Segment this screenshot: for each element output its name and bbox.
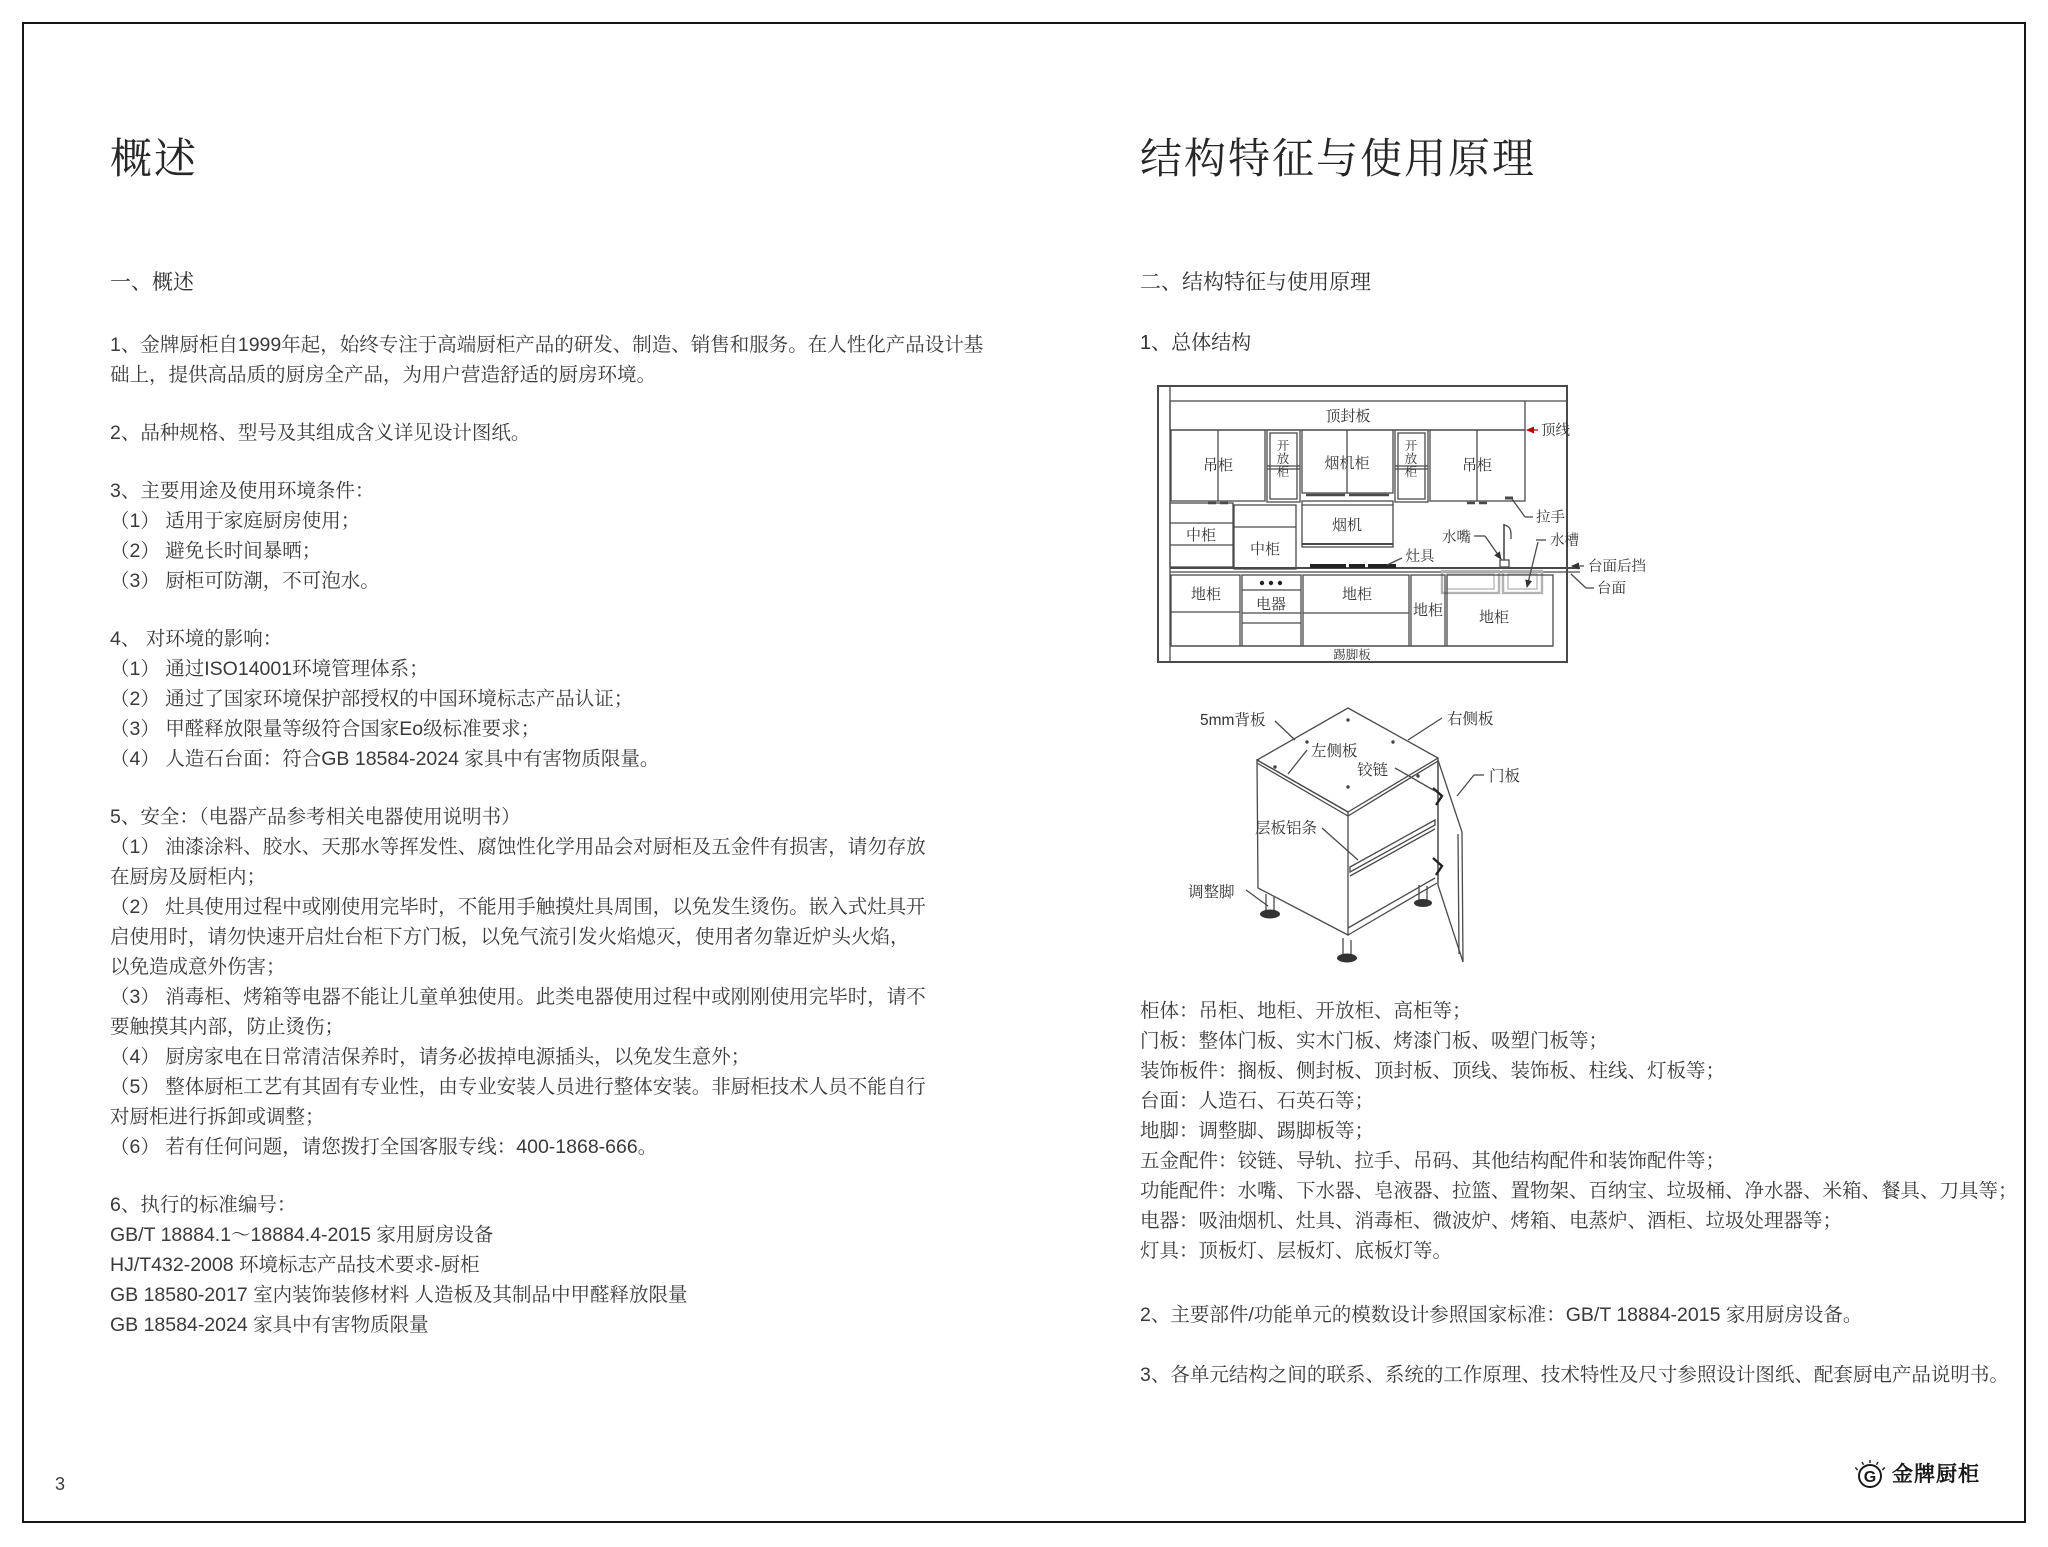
text-line: （4） 人造石台面：符合GB 18584-2024 家具中有害物质限量。 [110,748,660,770]
text-line: 2、品种规格、型号及其组成含义详见设计图纸。 [110,422,531,444]
component-list-line: 装饰板件：搁板、侧封板、顶封板、顶线、装饰板、柱线、灯板等； [1140,1060,1726,1082]
label-shelf-alu-strip: 层板铝条 [1255,820,1318,837]
label-hinge: 铰链 [1357,762,1389,779]
base-cabinet-structure-diagram [1150,692,1670,992]
label-open-cabinet-2: 开放柜 [1404,439,1418,479]
label-back-panel: 5mm背板 [1200,712,1266,729]
text-line: （3） 消毒柜、烤箱等电器不能让儿童单独使用。此类电器使用过程中或刚刚使用完毕时，请不 [110,986,926,1008]
text-line: （1） 通过ISO14001环境管理体系； [110,658,429,680]
text-line: GB 18584-2024 家具中有害物质限量 [110,1314,429,1336]
text-line: 1、金牌厨柜自1999年起，始终专注于高端厨柜产品的研发、制造、销售和服务。在人性化产品设计基 [110,334,984,356]
right-para-2: 2、主要部件/功能单元的模数设计参照国家标准：GB/T 18884-2015 家用厨房设备。 [1140,1304,1863,1326]
right-sub-heading: 1、总体结构 [1140,332,1252,354]
text-line: 6、执行的标准编号： [110,1194,297,1216]
text-line: （4） 厨房家电在日常清洁保养时，请务必拔掉电源插头，以免发生意外； [110,1046,751,1068]
text-line: （5） 整体厨柜工艺有其固有专业性，由专业安装人员进行整体安装。非厨柜技术人员不能自行 [110,1076,926,1098]
label-cooktop: 灶具 [1405,549,1435,565]
left-section-heading: 一、概述 [110,271,194,294]
label-top-line: 顶线 [1541,423,1570,439]
label-hood: 烟机 [1331,517,1363,534]
label-base-cabinet-1: 地柜 [1190,586,1222,603]
component-list-line: 电器：吸油烟机、灶具、消毒柜、微波炉、烤箱、电蒸炉、酒柜、垃圾处理器等； [1140,1210,1843,1232]
label-top-seal-board: 顶封板 [1325,408,1371,425]
right-section-heading: 二、结构特征与使用原理 [1140,271,1371,294]
text-line: 要触摸其内部，防止烫伤； [110,1016,345,1038]
label-base-cabinet-2: 地柜 [1341,586,1373,603]
text-line: 5、安全：（电器产品参考相关电器使用说明书） [110,806,521,828]
component-list-line: 柜体：吊柜、地柜、开放柜、高柜等； [1140,1000,1472,1022]
paragraph-block [110,1190,1010,1340]
paragraph-block [110,476,1010,596]
label-handle: 拉手 [1536,510,1565,526]
right-page-title: 结构特征与使用原理 [1140,135,1537,183]
label-base-cabinet-4: 地柜 [1478,609,1510,626]
label-kick-board: 踢脚板 [1333,648,1371,662]
label-adjustable-foot: 调整脚 [1188,884,1235,901]
text-line: 4、 对环境的影响： [110,628,283,650]
brand-logo-text: 金牌厨柜 [1892,1463,1980,1486]
text-line: 启使用时，请勿快速开启灶台柜下方门板，以免气流引发火焰熄灭，使用者勿靠近炉头火焰， [110,926,910,948]
label-hood-cabinet: 烟机柜 [1324,455,1370,472]
text-line: （1） 油漆涂料、胶水、天那水等挥发性、腐蚀性化学用品会对厨柜及五金件有损害，请勿存放 [110,836,926,858]
left-page-title: 概述 [110,135,199,183]
label-mid-cabinet-2: 中柜 [1249,541,1281,558]
text-line: GB 18580-2017 室内装饰装修材料 人造板及其制品中甲醛释放限量 [110,1284,688,1306]
label-sink: 水槽 [1550,533,1579,549]
paragraph-block [110,802,1010,1162]
label-appliance: 电器 [1255,596,1287,613]
component-list-line: 台面：人造石、石英石等； [1140,1090,1375,1112]
label-faucet: 水嘴 [1442,530,1471,546]
text-line: 在厨房及厨柜内； [110,866,267,888]
text-line: HJ/T432-2008 环境标志产品技术要求-厨柜 [110,1254,480,1276]
component-list [1140,996,2040,1266]
label-wall-cabinet-right: 吊柜 [1461,457,1493,474]
paragraph-block [110,330,1010,390]
component-list-line: 灯具：顶板灯、层板灯、底板灯等。 [1140,1240,1453,1262]
text-line: （1） 适用于家庭厨房使用； [110,510,361,532]
text-line: （2） 避免长时间暴晒； [110,540,322,562]
text-line: （6） 若有任何问题，请您拨打全国客服专线：400-1868-666。 [110,1136,658,1158]
brand-logo-letter: G [1863,1469,1877,1486]
label-countertop: 台面 [1597,581,1626,597]
text-line: GB/T 18884.1～18884.4-2015 家用厨房设备 [110,1224,494,1246]
right-para-3: 3、各单元结构之间的联系、系统的工作原理、技术特性及尺寸参照设计图纸、配套厨电产品说明书。 [1140,1364,2009,1386]
text-line: 础上，提供高品质的厨房全产品，为用户营造舒适的厨房环境。 [110,364,657,386]
text-line: （3） 厨柜可防潮，不可泡水。 [110,570,380,592]
brand-logo [1854,1455,1980,1491]
text-line: （3） 甲醛释放限量等级符合国家Eo级标准要求； [110,718,541,740]
paragraph-block [110,418,1010,448]
component-list-line: 功能配件：水嘴、下水器、皂液器、拉篮、置物架、百纳宝、垃圾桶、净水器、米箱、餐具、刀具等； [1140,1180,2018,1202]
label-counter-backsplash: 台面后挡 [1588,559,1646,575]
component-list-line: 五金配件：铰链、导轨、拉手、吊码、其他结构配件和装饰配件等； [1140,1150,1726,1172]
label-right-side-panel: 右侧板 [1447,711,1494,728]
text-line: （2） 通过了国家环境保护部授权的中国环境标志产品认证； [110,688,634,710]
page-number: 3 [55,1474,66,1494]
text-line: 对厨柜进行拆卸或调整； [110,1106,325,1128]
label-left-side-panel: 左侧板 [1311,743,1358,760]
text-line: 以免造成意外伤害； [110,956,286,978]
left-text-blocks [110,330,1010,1368]
label-open-cabinet-1: 开放柜 [1276,439,1290,479]
label-wall-cabinet-left: 吊柜 [1202,457,1234,474]
text-line: 3、主要用途及使用环境条件： [110,480,375,502]
brand-logo-icon [1854,1455,1886,1491]
label-door-panel: 门板 [1489,768,1521,785]
text-line: （2） 灶具使用过程中或刚使用完毕时，不能用手触摸灶具周围，以免发生烫伤。嵌入式灶具开 [110,896,926,918]
component-list-line: 地脚：调整脚、踢脚板等； [1140,1120,1375,1142]
label-mid-cabinet-1: 中柜 [1185,527,1217,544]
label-base-cabinet-3: 地柜 [1412,602,1444,619]
paragraph-block [110,624,1010,774]
component-list-line: 门板：整体门板、实木门板、烤漆门板、吸塑门板等； [1140,1030,1609,1052]
kitchen-elevation-diagram [1156,384,1656,676]
